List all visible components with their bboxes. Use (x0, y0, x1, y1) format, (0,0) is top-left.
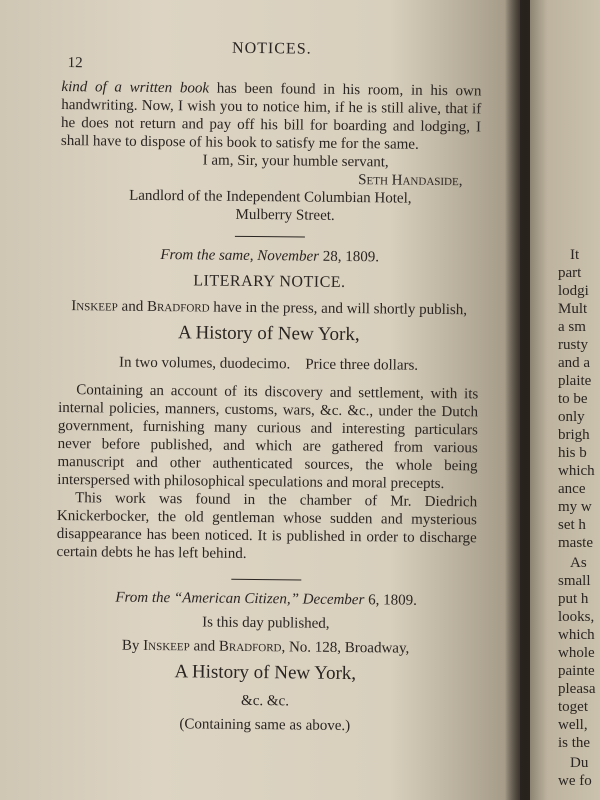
notice2-etc: &c. &c. (241, 692, 290, 710)
right-page-fragment: a sm (558, 319, 586, 335)
right-page-fragment: Du (570, 755, 589, 771)
right-page-fragment: his b (558, 445, 587, 461)
right-page-fragment: whole (558, 645, 595, 661)
signature-address: Mulberry Street. (235, 206, 335, 224)
right-page-fragment: part (558, 265, 582, 281)
right-page-fragment: lodgi (558, 283, 589, 299)
right-page-fragment: It (570, 247, 580, 263)
right-page-fragment: set h (558, 517, 586, 533)
right-page-fragment: As (570, 555, 587, 571)
right-page-fragment: we fo (558, 773, 592, 789)
notice1-press: Inskeep and Bradford have in the press, and will shortly publish, (71, 298, 468, 319)
letter-signature: Seth Handaside, (358, 172, 463, 190)
right-page-fragment: put h (558, 591, 589, 607)
literary-notice-heading: LITERARY NOTICE. (193, 272, 346, 291)
right-page-fragment: ance (558, 481, 586, 497)
right-page-fragment: pleasa (558, 681, 596, 697)
right-page-fragment: maste (558, 535, 593, 551)
right-page-fragment: and a (558, 355, 591, 371)
section-divider-2 (231, 579, 301, 581)
volumes-price: In two volumes, duodecimo. Price three dollars. (118, 354, 419, 374)
right-page-fragment: Mult (558, 301, 588, 317)
page-number: 12 (67, 55, 83, 72)
right-page-fragment: is the (558, 735, 591, 751)
running-head: NOTICES. (232, 39, 312, 58)
notice2-publishers: By Inskeep and Bradford, No. 128, Broadway, (121, 637, 410, 657)
letter-closing: I am, Sir, your humble servant, (202, 152, 389, 171)
page-content (55, 36, 482, 736)
notice1-source: From the same, November 28, 1809. (160, 247, 380, 266)
page-header (62, 36, 482, 72)
letter-italic-text: kind of a written book (61, 78, 210, 97)
right-page-fragment: plaite (558, 373, 592, 389)
right-page-fragment: painte (558, 663, 595, 679)
section-divider (235, 236, 305, 238)
right-page-fragment: rusty (558, 337, 588, 353)
letter-body (61, 78, 482, 154)
right-page-fragment: small (558, 573, 591, 589)
book-title: A History of New York, (177, 322, 360, 346)
right-page-fragment: toget (558, 699, 588, 715)
book-description: Containing an account of its discovery and settlement, with its internal policies, manners, customs, wars, &c. &c., under the Dutch government, furnishing many curious and interesting particulars never before published, and which are gathered from various manuscript and other authenticated sources, the whole being interspersed with philosophical speculations and moral precepts. (57, 382, 479, 493)
right-page-fragment: my w (558, 499, 592, 515)
letter-text: has been found in his room, in his own handwriting. Now, I wish you to notice him, if he is still alive, that if he does not return and pay off his bill for boarding and lodging, I shall have to dispose of his book to satisfy me for the same. (60, 80, 482, 153)
right-page-fragment: only (558, 409, 585, 425)
right-page-fragment: which (558, 463, 595, 479)
notice2-line1: Is this day published, (202, 614, 330, 632)
right-page-fragment: to be (558, 391, 588, 407)
right-page-fragment: well, (558, 717, 588, 733)
right-page-fragment: looks, (558, 609, 595, 625)
notice2-source: From the “American Citizen,” December 6, 1809. (115, 589, 417, 609)
right-page-fragment: which (558, 627, 595, 643)
signature-title: Landlord of the Independent Columbian Hotel, (129, 187, 412, 207)
book-found-note: This work was found in the chamber of Mr. Diedrich Knickerbocker, the old gentleman whose sudden and mysterious disappearance has been noticed. It is published in order to discharge certain debts he has left behind. (56, 490, 478, 562)
right-page (530, 0, 600, 800)
book-title-2: A History of New York, (174, 661, 357, 685)
notice2-containing: (Containing same as above.) (179, 716, 351, 735)
right-page-fragment: brigh (558, 427, 590, 443)
